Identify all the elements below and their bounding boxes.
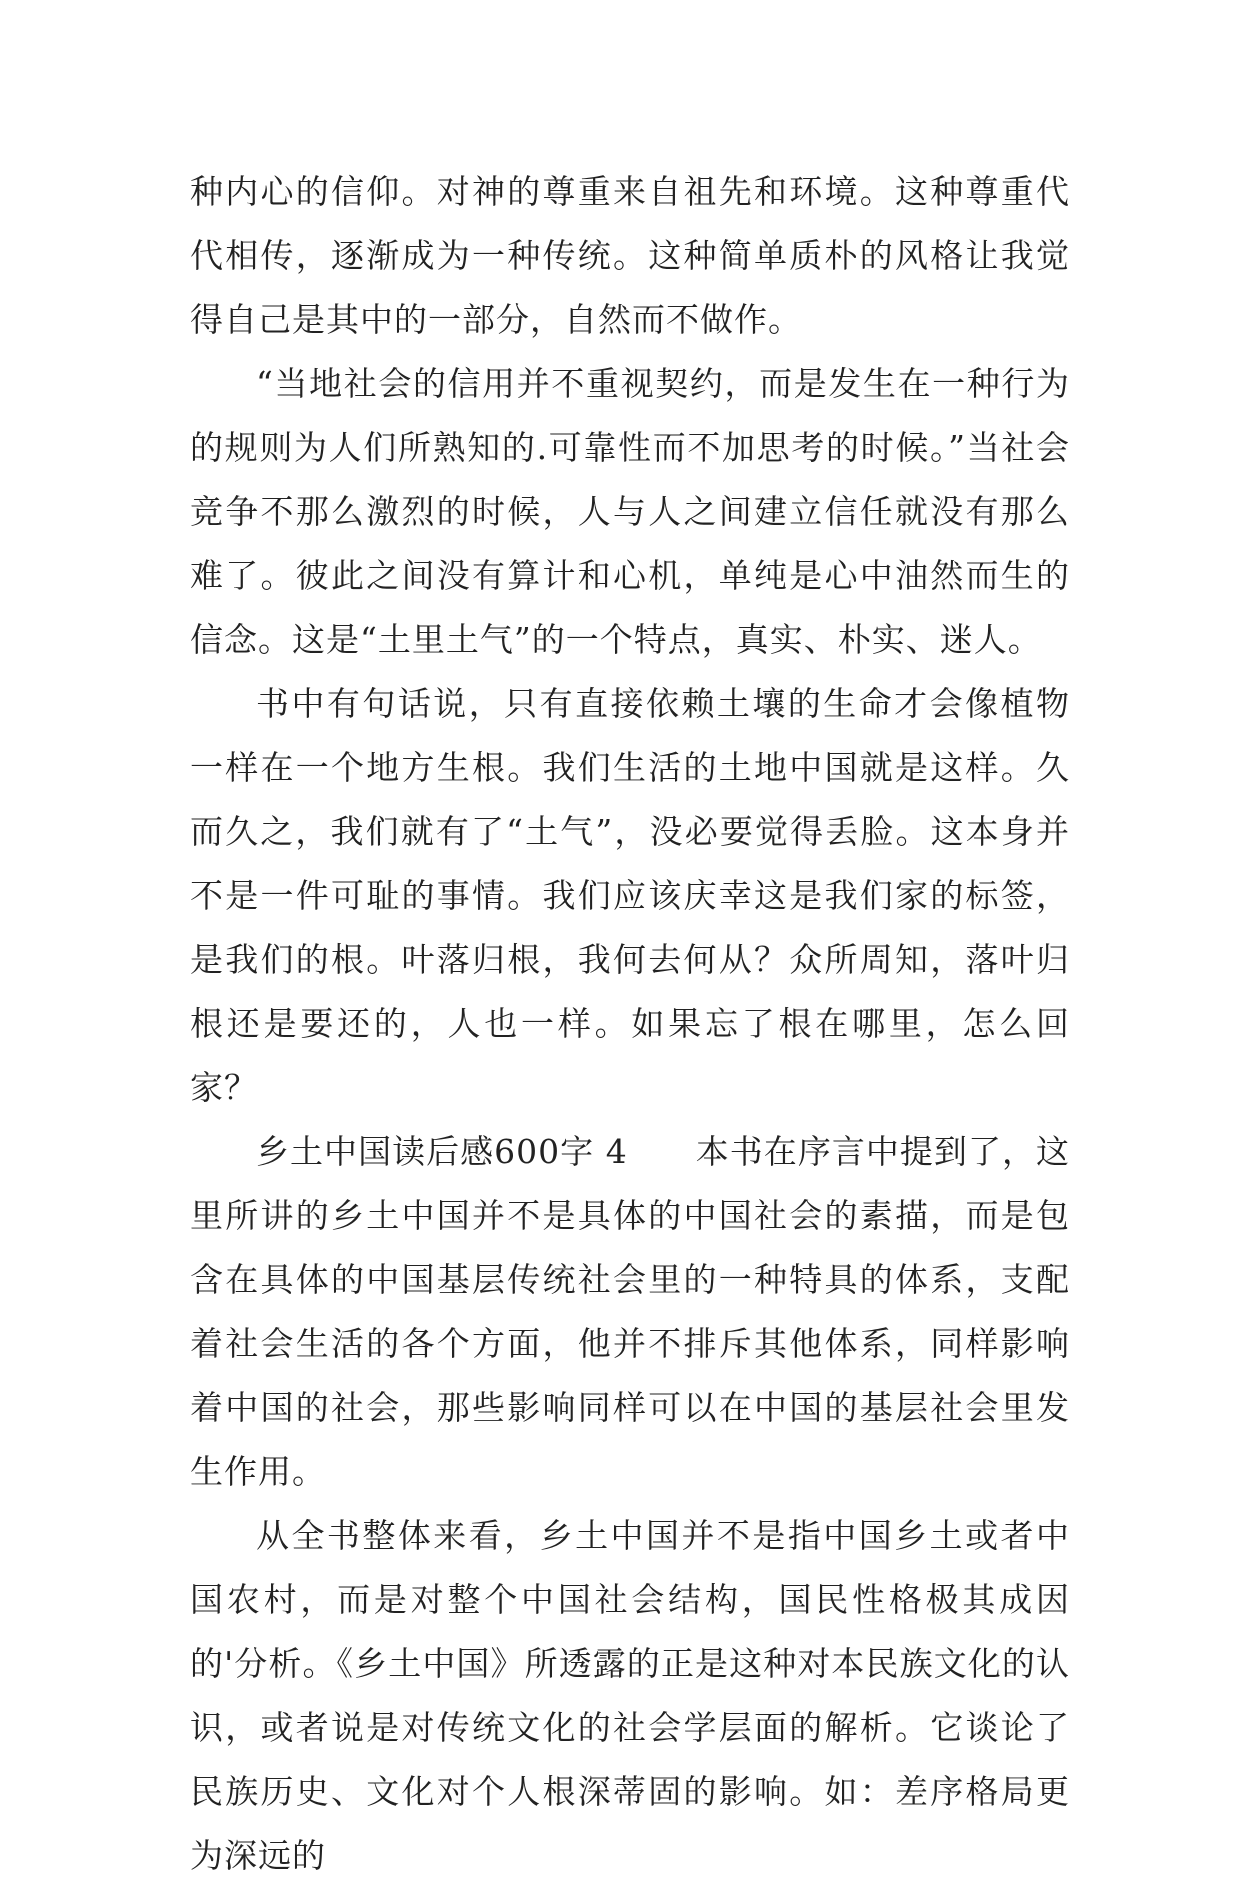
paragraph-3: 书中有句话说，只有直接依赖土壤的生命才会像植物一样在一个地方生根。我们生活的土地中国就是这样。久而久之，我们就有了“土气”，没必要觉得丢脸。这本身并不是一件可耻的事情。我们应该庆幸这是我们家的标签，是我们的根。叶落归根，我何去何从？众所周知，落叶归根还是要还的，人也一样。如果忘了根在哪里，怎么回家？ — [190, 684, 1070, 1107]
paragraph-1: 种内心的信仰。对神的尊重来自祖先和环境。这种尊重代代相传，逐渐成为一种传统。这种简单质朴的风格让我觉得自己是其中的一部分，自然而不做作。 — [190, 172, 1070, 339]
paragraph-4: 乡土中国读后感600字 4 本书在序言中提到了，这里所讲的乡土中国并不是具体的中国社会的素描，而是包含在具体的中国基层传统社会里的一种特具的体系，支配着社会生活的各个方面，他并不排斥其他体系，同样影响着中国的社会，那些影响同样可以在中国的基层社会里发生作用。 — [190, 1132, 1070, 1491]
paragraph-5: 从全书整体来看，乡土中国并不是指中国乡土或者中国农村，而是对整个中国社会结构，国民性格极其成因的'分析。《乡土中国》所透露的正是这种对本民族文化的认识，或者说是对传统文化的社会学层面的解析。它谈论了民族历史、文化对个人根深蒂固的影响。如：差序格局更为深远的 — [190, 1516, 1070, 1875]
body-text — [190, 160, 1070, 1888]
paragraph-2: “当地社会的信用并不重视契约，而是发生在一种行为的规则为人们所熟知的.可靠性而不加思考的时候。”当社会竞争不那么激烈的时候，人与人之间建立信任就没有那么难了。彼此之间没有算计和心机，单纯是心中油然而生的信念。这是“土里土气”的一个特点，真实、朴实、迷人。 — [190, 364, 1070, 659]
